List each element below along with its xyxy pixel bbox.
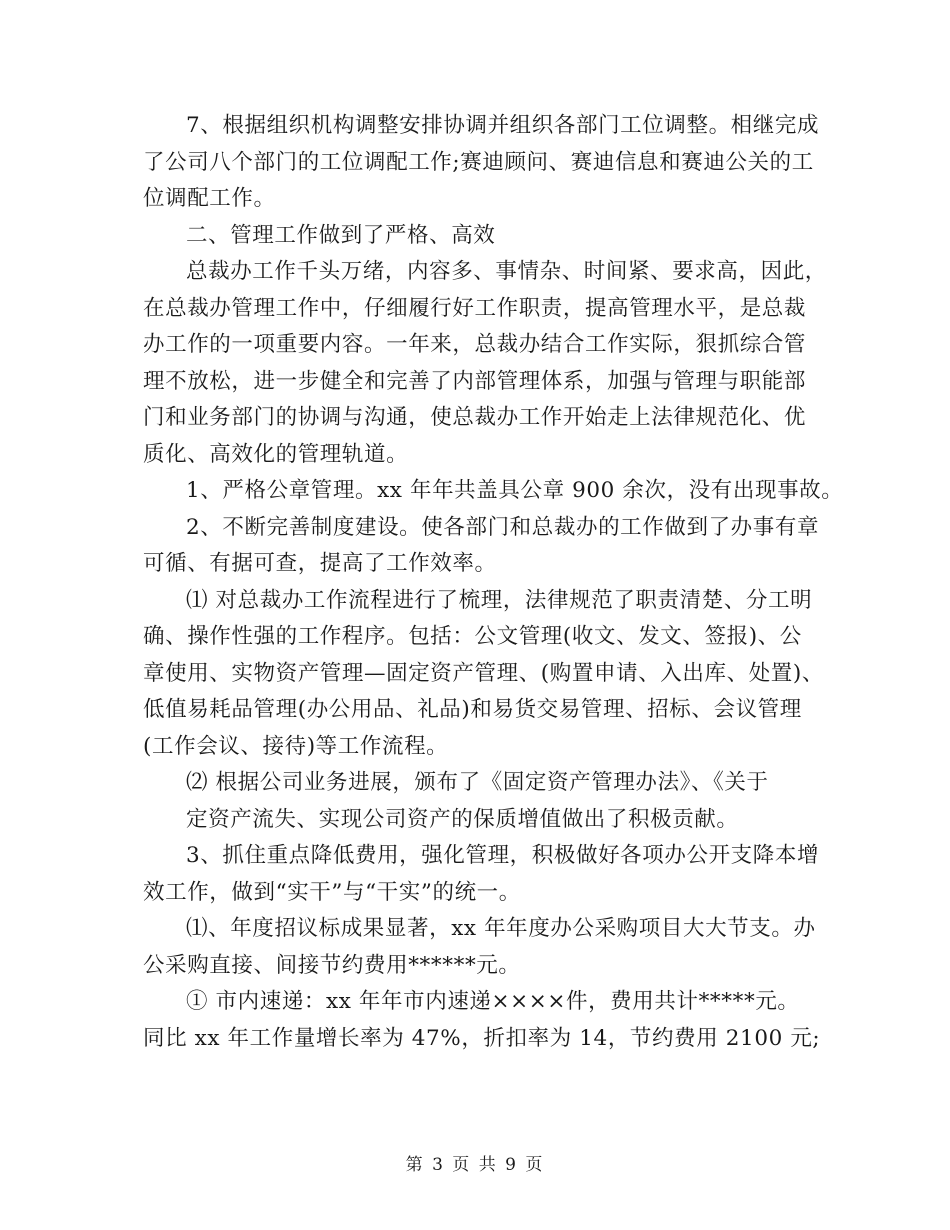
paragraph-line: 可循、有据可查，提高了工作效率。 (143, 551, 497, 576)
paragraph-line: ⑴、年度招议标成果显著，xx 年年度办公采购项目大大节支。办 (186, 916, 816, 941)
paragraph-line: (工作会议、接待)等工作流程。 (143, 733, 449, 759)
paragraph-line: 2、不断完善制度建设。使各部门和总裁办的工作做到了办事有章 (186, 514, 820, 540)
paragraph-line: 定资产流失、实现公司资产的保质增值做出了积极贡献。 (186, 806, 739, 832)
paragraph-line: 效工作，做到“实干”与“干实”的统一。 (143, 879, 521, 905)
paragraph-line: ⑴ 对总裁办工作流程进行了梳理，法律规范了职责清楚、分工明 (186, 587, 813, 613)
paragraph-line: 位调配工作。 (143, 186, 276, 211)
paragraph-line: 在总裁办管理工作中，仔细履行好工作职责，提高管理水平，是总裁 (143, 295, 807, 321)
paragraph-line: 门和业务部门的协调与沟通，使总裁办工作开始走上法律规范化、优 (143, 405, 807, 430)
paragraph-line: 3、抓住重点降低费用，强化管理，积极做好各项办公开支降本增 (186, 843, 820, 868)
paragraph-line: 了公司八个部门的工位调配工作;赛迪顾问、赛迪信息和赛迪公关的工 (143, 149, 814, 175)
paragraph-line: 低值易耗品管理(办公用品、礼品)和易货交易管理、招标、会议管理 (143, 697, 802, 722)
paragraph-line: 办工作的一项重要内容。一年来，总裁办结合工作实际，狠抓综合管 (143, 332, 807, 357)
body-text (143, 108, 844, 1057)
paragraph-line: 公采购直接、间接节约费用******元。 (143, 952, 521, 978)
paragraph-line: ① 市内速递：xx 年年市内速递××××件，费用共计*****元。 (186, 989, 800, 1014)
paragraph-line: 总裁办工作千头万绪，内容多、事情杂、时间紧、要求高，因此， (186, 259, 827, 284)
paragraph-line: 理不放松，进一步健全和完善了内部管理体系，加强与管理与职能部 (143, 368, 807, 394)
page-number-footer: 第 3 页 共 9 页 (405, 1155, 545, 1175)
paragraph-line: 质化、高效化的管理轨道。 (143, 441, 409, 467)
paragraph-line: 1、严格公章管理。xx 年年共盖具公章 900 余次，没有出现事故。 (186, 478, 844, 503)
paragraph-line: 章使用、实物资产管理—固定资产管理、(购置申请、入出库、处置)、 (143, 660, 824, 686)
paragraph-line: 同比 xx 年工作量增长率为 47%，折扣率为 14，节约费用 2100 元; (143, 1025, 821, 1051)
section-heading: 二、管理工作做到了严格、高效 (186, 222, 496, 248)
paragraph-line: 确、操作性强的工作程序。包括：公文管理(收文、发文、签报)、公 (143, 624, 802, 649)
paragraph-line: 7、根据组织机构调整安排协调并组织各部门工位调整。相继完成 (186, 113, 820, 138)
paragraph-line: ⑵ 根据公司业务进展，颁布了《固定资产管理办法》、《关于 (186, 770, 769, 795)
